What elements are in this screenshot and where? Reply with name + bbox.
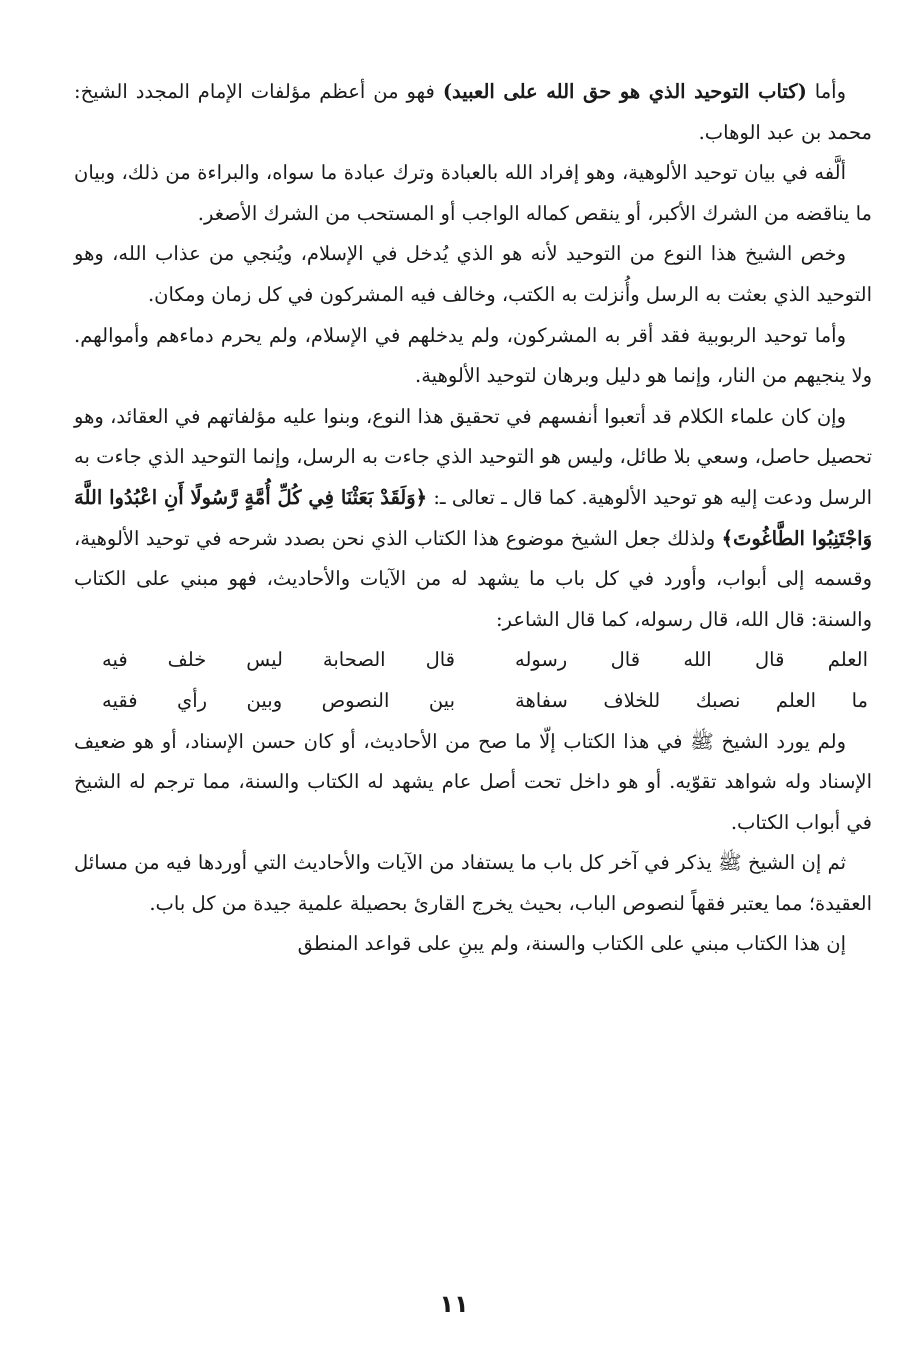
paragraph-5-after: ولذلك جعل الشيخ موضوع هذا الكتاب الذي نحن بصدد شرحه في توحيد الألوهية، وقسمه إلى أبواب، وأورد في كل باب ما يشهد له من الآيات والأحاديث، فهو مبني على الكتاب والسنة: قال الله، قال رسوله، كما قال الشاعر:: [74, 526, 872, 631]
paragraph-5: [74, 397, 872, 641]
body-text: [74, 72, 872, 965]
paragraph-4: وأما توحيد الربوبية فقد أقر به المشركون، ولم يدخلهم في الإسلام، ولم يحرم دماءهم وأموالهم. ولا ينجيهم من النار، وإنما هو دليل وبرهان لتوحيد الألوهية.: [74, 323, 872, 388]
paragraph-5-before: وإن كان علماء الكلام قد أتعبوا أنفسهم في تحقيق هذا النوع، وبنوا عليه مؤلفاتهم في العقائد، وهو تحصيل حاصل، وسعي بلا طائل، وليس هو التوحيد الذي جاءت به الرسل، وإنما التوحيد الذي جاءت به الرسل ودعت إليه هو توحيد الألوهية. كما قال ـ تعالى ـ:: [74, 404, 873, 509]
paragraph-2: ألَّفه في بيان توحيد الألوهية، وهو إفراد الله بالعبادة وترك عبادة ما سواه، والبراءة من ذلك، وبيان ما يناقضه من الشرك الأكبر، أو ينقص كماله الواجب أو المستحب من الشرك الأصغر.: [74, 161, 872, 225]
poem-line-1: [74, 640, 872, 681]
paragraph-3: وخص الشيخ هذا النوع من التوحيد لأنه هو الذي يُدخل في الإسلام، ويُنجي من عذاب الله، وهو التوحيد الذي بعثت به الرسل وأُنزلت به الكتب، وخالف فيه المشركون في كل زمان ومكان.: [74, 242, 872, 306]
poem-line-2-left: بين النصوص وبين رأي فقيه: [102, 688, 455, 712]
page-number: ١١: [439, 1290, 469, 1318]
paragraph-1-rest: فهو من أعظم مؤلفات الإمام المجدد الشيخ: محمد بن عبد الوهاب.: [74, 80, 872, 144]
poem-line-1-left: قال الصحابة ليس خلف فيه: [102, 648, 455, 672]
poem-line-2-right: ما العلم نصبك للخلاف سفاهة: [515, 688, 868, 712]
paragraph-8: إن هذا الكتاب مبني على الكتاب والسنة، ولم يبنِ على قواعد المنطق: [297, 932, 846, 956]
paragraph-1-lead: وأما: [814, 80, 846, 103]
paragraph-1: [74, 72, 872, 153]
poem-line-2: [74, 681, 872, 722]
quran-verse: ﴿وَلَقَدْ بَعَثْنَا فِي كُلِّ أُمَّةٍ رَّسُولًا أَنِ اعْبُدُوا اللَّهَ وَاجْتَنِبُوا الطَّاغُوتَ﴾: [74, 485, 872, 550]
paragraph-6: ولم يورد الشيخ ﷺ في هذا الكتاب إلّا ما صح من الأحاديث، أو كان حسن الإسناد، أو هو ضعيف الإسناد وله شواهد تقوّيه. أو هو داخل تحت أصل عام يشهد له الكتاب والسنة، مما ترجم له الشيخ في أبواب الكتاب.: [74, 729, 872, 834]
paragraph-7: ثم إن الشيخ ﷺ يذكر في آخر كل باب ما يستفاد من الآيات والأحاديث التي أوردها فيه من مسائل العقيدة؛ مما يعتبر فقهاً لنصوص الباب، بحيث يخرج القارئ بحصيلة علمية جيدة من كل باب.: [74, 851, 872, 915]
book-title: (كتاب التوحيد الذي هو حق الله على العبيد): [442, 80, 807, 103]
poem-line-1-right: العلم قال الله قال رسوله: [515, 648, 868, 672]
